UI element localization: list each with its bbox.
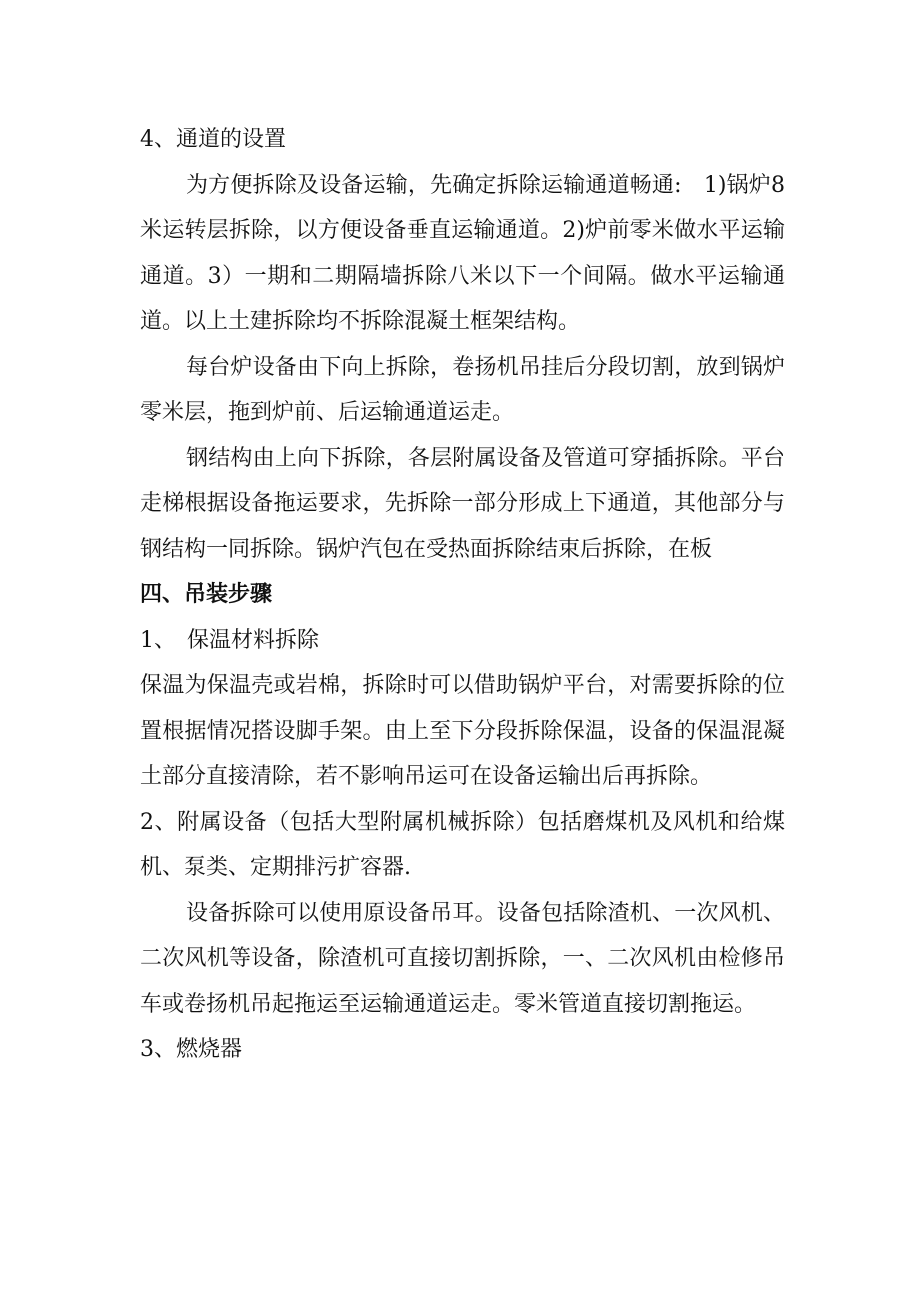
paragraph-insulation: 保温为保温壳或岩棉，拆除时可以借助锅炉平台，对需要拆除的位置根据情况搭设脚手架。由上至下分段拆除保温，设备的保温混凝土部分直接清除，若不影响吊运可在设备运输出后再拆除。 xyxy=(140,673,785,789)
document-body xyxy=(140,117,785,1073)
paragraph-transport-channels: 为方便拆除及设备运输，先确定拆除运输通道畅通: 1)锅炉8米运转层拆除，以方便设备垂直运输通道。2)炉前零米做水平运输通道。3）一期和二期隔墙拆除八米以下一个间隔。做水平运输通道。以上土建拆除均不拆除混凝土框架结构。 xyxy=(140,172,785,334)
paragraph-steel-structure: 钢结构由上向下拆除，各层附属设备及管道可穿插拆除。平台走梯根据设备拖运要求，先拆除一部分形成上下通道，其他部分与钢结构一同拆除。锅炉汽包在受热面拆除结束后拆除，在板 xyxy=(140,445,785,562)
subheading-burner: 3、燃烧器 xyxy=(140,1037,242,1062)
section-heading-channel-setup: 4、通道的设置 xyxy=(140,127,286,152)
section-heading-hoisting-steps: 四、吊装步骤 xyxy=(140,581,273,607)
paragraph-furnace-dismantling: 每台炉设备由下向上拆除，卷扬机吊挂后分段切割，放到锅炉零米层，拖到炉前、后运输通道运走。 xyxy=(140,354,785,425)
paragraph-equipment-removal: 设备拆除可以使用原设备吊耳。设备包括除渣机、一次风机、二次风机等设备，除渣机可直接切割拆除，一、二次风机由检修吊车或卷扬机吊起拖运至运输通道运走。零米管道直接切割拖运。 xyxy=(140,900,785,1017)
paragraph-auxiliary-equipment: 2、附属设备（包括大型附属机械拆除）包括磨煤机及风机和给煤机、泵类、定期排污扩容器. xyxy=(140,809,785,880)
subheading-insulation-removal: 1、 保温材料拆除 xyxy=(140,627,319,653)
